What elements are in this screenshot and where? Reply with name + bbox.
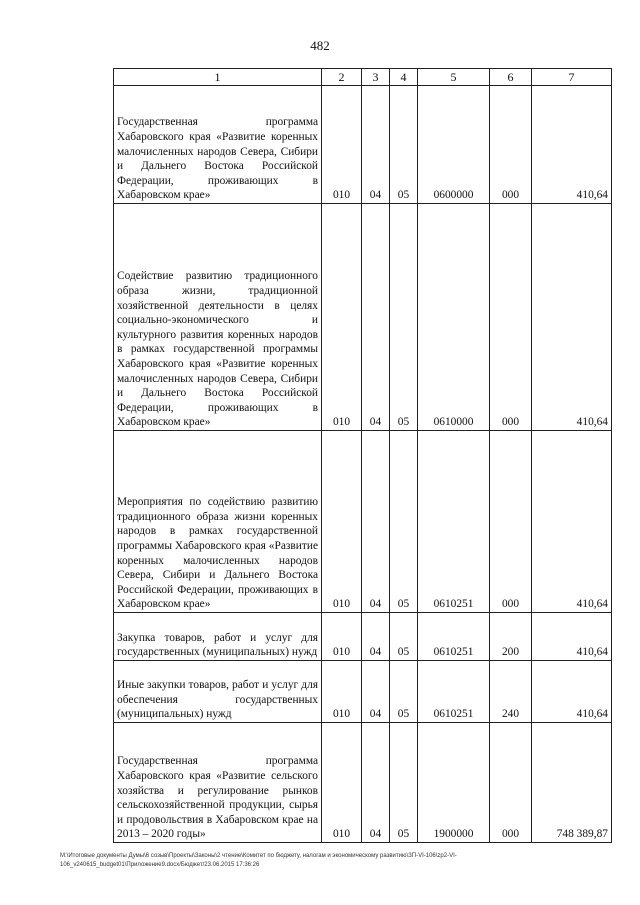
row-amount: 410,64 (532, 86, 612, 204)
row-code-6: 000 (490, 204, 532, 431)
row-code-3: 04 (362, 204, 390, 431)
table-row (114, 613, 612, 661)
row-amount: 410,64 (532, 661, 612, 723)
footer-line-2: 106_v240615_budget01\Приложение9.docx/Бюджет/23.06.2015 17:36:26 (60, 862, 260, 868)
row-code-2: 010 (322, 431, 362, 613)
row-code-5: 0610251 (418, 661, 490, 723)
col-header-3: 3 (362, 69, 390, 86)
table-row (114, 661, 612, 723)
row-code-4: 05 (390, 204, 418, 431)
row-code-4: 05 (390, 431, 418, 613)
row-code-2: 010 (322, 613, 362, 661)
row-amount: 410,64 (532, 431, 612, 613)
row-code-5: 0600000 (418, 86, 490, 204)
row-code-4: 05 (390, 86, 418, 204)
row-code-2: 010 (322, 723, 362, 843)
row-code-5: 0610251 (418, 431, 490, 613)
row-code-6: 240 (490, 661, 532, 723)
row-code-6: 000 (490, 723, 532, 843)
row-code-2: 010 (322, 86, 362, 204)
row-code-5: 0610000 (418, 204, 490, 431)
col-header-6: 6 (490, 69, 532, 86)
row-code-3: 04 (362, 723, 390, 843)
row-code-2: 010 (322, 661, 362, 723)
row-code-2: 010 (322, 204, 362, 431)
table-row (114, 204, 612, 431)
row-name: Закупка товаров, работ и услуг для государственных (муниципальных) нужд (114, 613, 322, 661)
file-path-footer (60, 852, 620, 870)
row-code-3: 04 (362, 86, 390, 204)
page-number: 482 (310, 38, 330, 53)
row-name: Государственная программа Хабаровского края «Развитие коренных малочисленных народов Севера, Сибири и Дальнего Востока Российской Федерации, проживающих в Хабаровском крае» (114, 86, 322, 204)
row-name: Содействие развитию традиционного образа жизни, традиционной хозяйственной деятельности в целях социально-экономического и культурного развития коренных народов в рамках государственной программы Хабаровского края «Развитие коренных малочисленных народов Севера, Сибири и Дальнего Востока Российской Федерации, проживающих в Хабаровском крае» (114, 204, 322, 431)
row-code-4: 05 (390, 661, 418, 723)
row-code-3: 04 (362, 661, 390, 723)
row-name: Мероприятия по содействию развитию традиционного образа жизни коренных народов в рамках государственной программы Хабаровского края «Развитие коренных малочисленных народов Севера, Сибири и Дальнего Востока Российской Федерации, проживающих в Хабаровском крае» (114, 431, 322, 613)
row-name: Государственная программа Хабаровского края «Развитие сельского хозяйства и регулирование рынков сельскохозяйственной продукции, сырья и продовольствия в Хабаровском крае на 2013 – 2020 годы» (114, 723, 322, 843)
row-name: Иные закупки товаров, работ и услуг для обеспечения государственных (муниципальных) нужд (114, 661, 322, 723)
row-code-6: 200 (490, 613, 532, 661)
col-header-4: 4 (390, 69, 418, 86)
row-amount: 410,64 (532, 204, 612, 431)
row-amount: 410,64 (532, 613, 612, 661)
row-code-4: 05 (390, 723, 418, 843)
row-code-6: 000 (490, 86, 532, 204)
row-code-5: 1900000 (418, 723, 490, 843)
footer-line-1: М:\Итоговые документы Думы\6 созыв\Проекты\Законы\2 чтение\Комитет по бюджету, налогам и экономическому развитию\ЗП-VI-106\zp2-VI- (60, 853, 457, 859)
col-header-5: 5 (418, 69, 490, 86)
col-header-7: 7 (532, 69, 612, 86)
row-code-6: 000 (490, 431, 532, 613)
budget-table (113, 68, 612, 843)
table-row (114, 431, 612, 613)
col-header-1: 1 (114, 69, 322, 86)
row-code-3: 04 (362, 431, 390, 613)
table-row (114, 86, 612, 204)
col-header-2: 2 (322, 69, 362, 86)
row-code-4: 05 (390, 613, 418, 661)
row-code-5: 0610251 (418, 613, 490, 661)
table-row (114, 723, 612, 843)
header-row (114, 69, 612, 86)
row-amount: 748 389,87 (532, 723, 612, 843)
row-code-3: 04 (362, 613, 390, 661)
